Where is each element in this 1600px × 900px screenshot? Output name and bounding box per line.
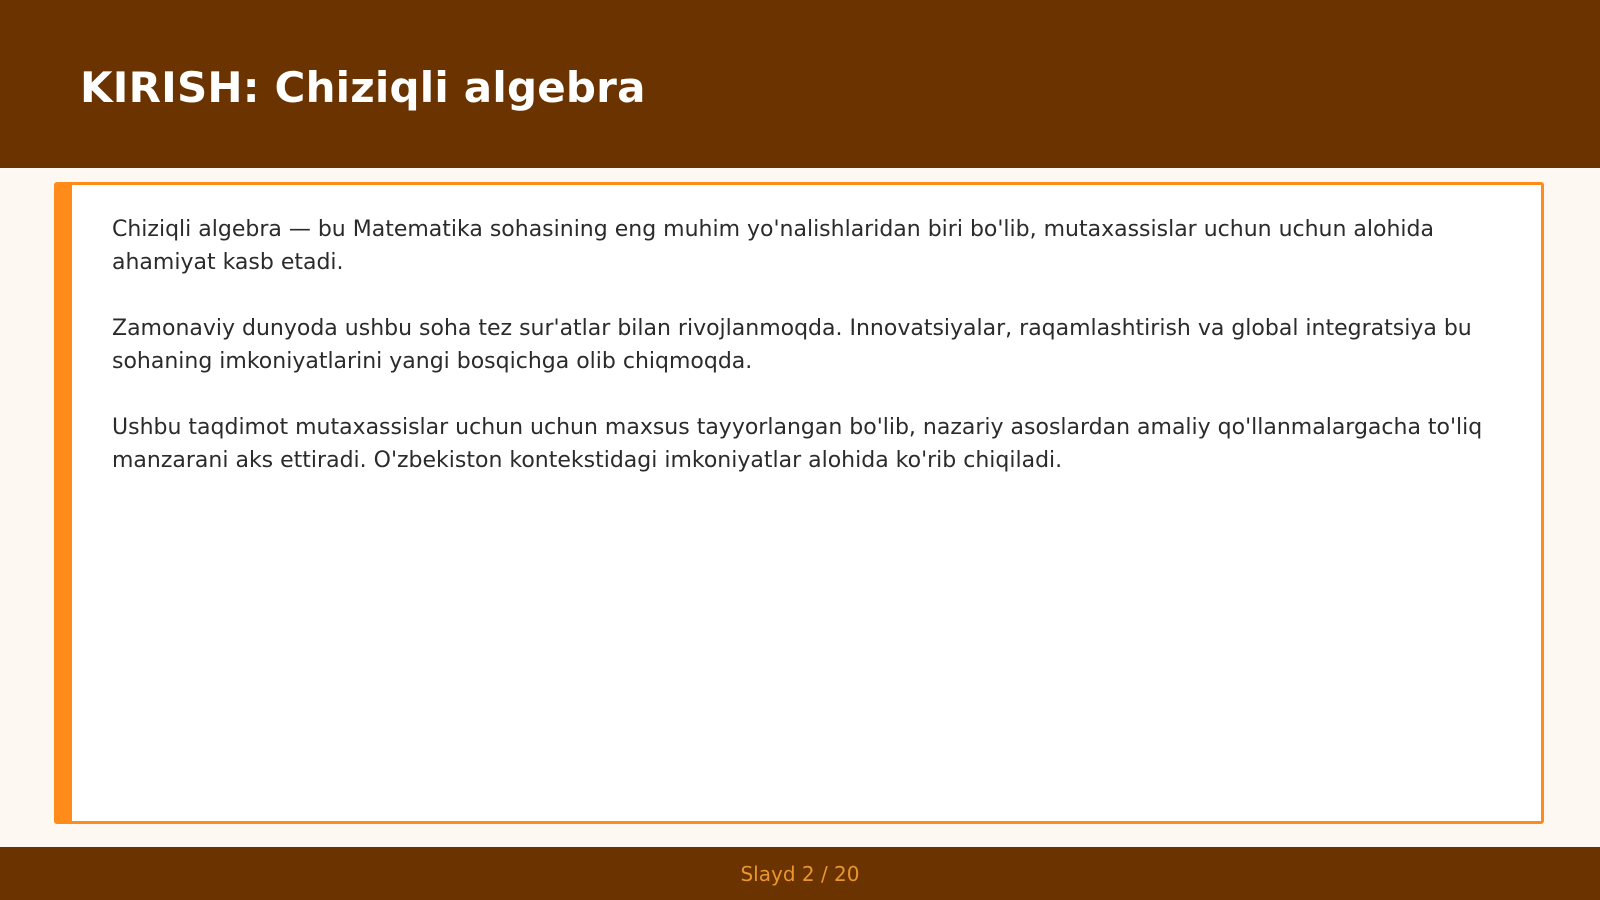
slide-title: KIRISH: Chiziqli algebra <box>80 63 646 112</box>
paragraph-3: Ushbu taqdimot mutaxassislar uchun uchun maxsus tayyorlangan bo'lib, nazariy asoslardan amaliy qo'llanmalargacha to'liq manzarani aks ettiradi. O'zbekiston kontekstidagi imkoniyatlar alohida ko'rib chiqiladi. <box>112 415 1483 473</box>
content-card <box>54 182 1544 824</box>
slide-header <box>0 0 1600 168</box>
slide-counter: Slayd 2 / 20 <box>740 861 860 886</box>
content-body <box>112 213 1512 510</box>
slide-footer <box>0 847 1600 900</box>
paragraph-2: Zamonaviy dunyoda ushbu soha tez sur'atlar bilan rivojlanmoqda. Innovatsiyalar, raqamlashtirish va global integratsiya bu sohaning imkoniyatlarini yangi bosqichga olib chiqmoqda. <box>112 316 1472 374</box>
paragraph-1: Chiziqli algebra — bu Matematika sohasining eng muhim yo'nalishlaridan biri bo'lib, mutaxassislar uchun uchun alohida ahamiyat kasb etadi. <box>112 217 1434 275</box>
